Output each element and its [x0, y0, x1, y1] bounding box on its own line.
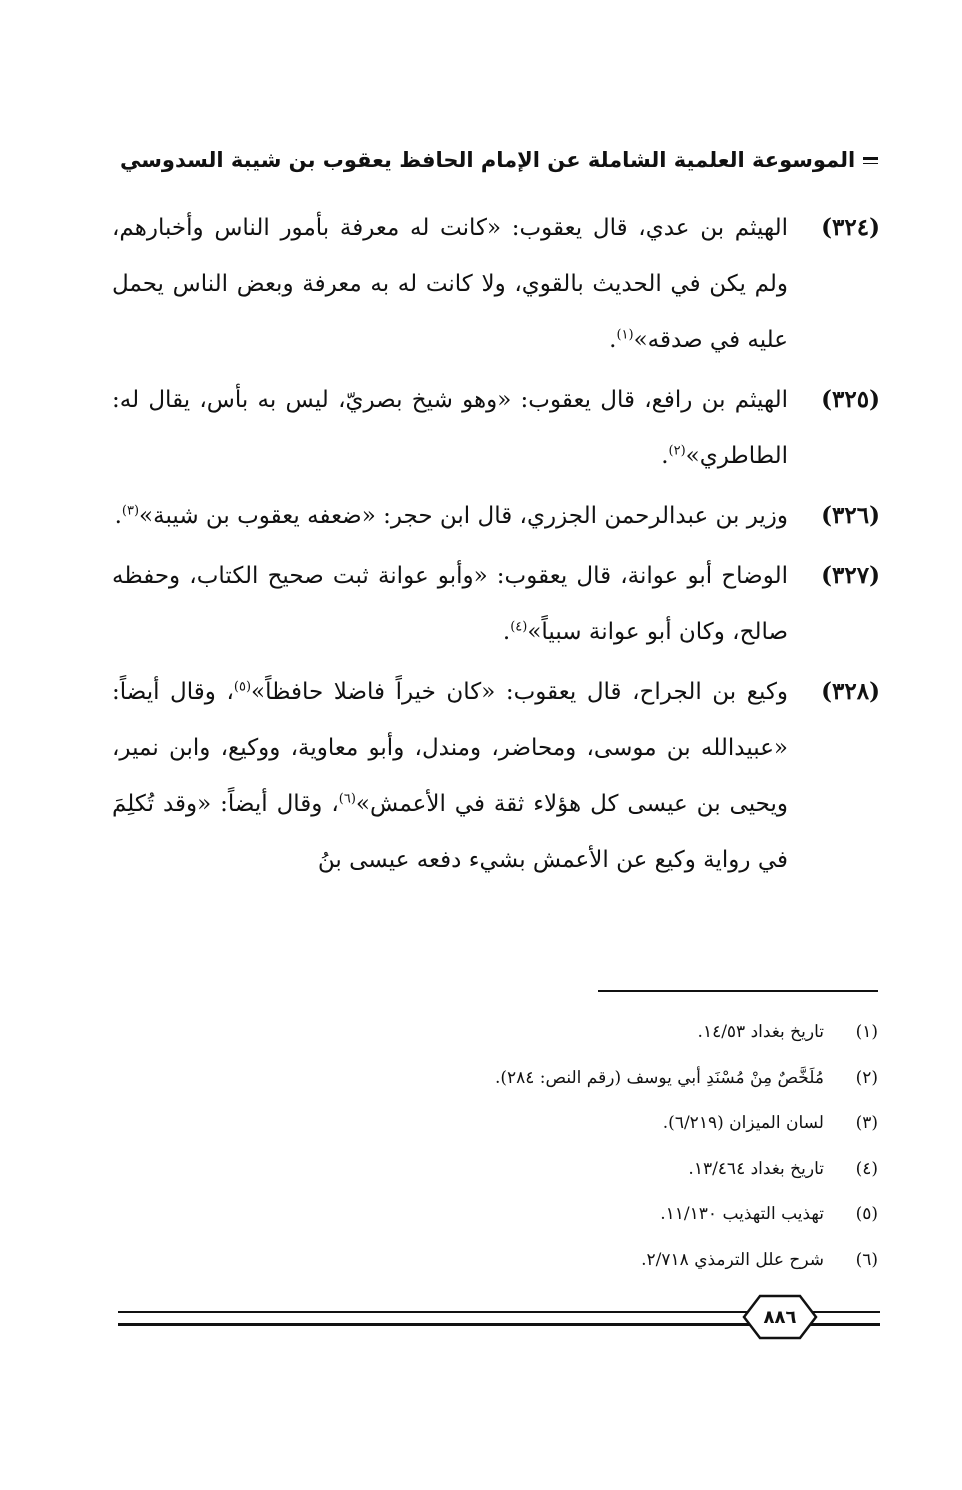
- footnotes: [300, 1010, 878, 1283]
- entry-end: .: [114, 503, 122, 529]
- footnote: [300, 1056, 878, 1102]
- page-number-badge: [742, 1294, 818, 1340]
- footnote-number: (٣): [855, 1113, 878, 1133]
- footnote-ref: (٥): [233, 679, 252, 695]
- entry-text: الهيثم بن رافع، قال يعقوب: «وهو شيخ بصريّ، ليس به بأس، يقال له: الطاطري»: [112, 387, 788, 469]
- entry-number: (٣٢٥): [821, 386, 880, 413]
- footnote-text: تهذيب التهذيب ١١/١٣٠.: [660, 1204, 824, 1224]
- footnote-ref: (٣): [121, 503, 140, 519]
- footnote-number: (٤): [855, 1158, 878, 1179]
- footnote-ref: (٦): [338, 791, 356, 807]
- entry: [112, 664, 880, 888]
- footnote-text: لسان الميزان (٦/٢١٩).: [662, 1113, 824, 1133]
- entry-end: .: [502, 619, 511, 645]
- entry-number: (٣٢٦): [821, 502, 880, 529]
- footnote-number: (٥): [855, 1204, 878, 1224]
- footnote-number: (١): [855, 1022, 878, 1042]
- footnote-text: مُلَخَّصٌ مِنْ مُسْنَدِ أبي يوسف (رقم النص: ٢٨٤).: [494, 1067, 824, 1088]
- entry-text: وزير بن عبدالرحمن الجزري، قال ابن حجر: «ضعفه يعقوب بن شيبة»: [139, 503, 788, 529]
- running-header-title: الموسوعة العلمية الشاملة عن الإمام الحافظ يعقوب بن شيبة السدوسي: [120, 148, 856, 172]
- entry-end: .: [661, 443, 669, 469]
- header-rule-right: [863, 157, 878, 164]
- footnote: [300, 1010, 878, 1056]
- main-text: [112, 200, 880, 892]
- footnote-text: تاريخ بغداد ١٤/٥٣.: [697, 1022, 824, 1042]
- entry-text-continued: ، وقال أيضاً: «وقد تُكلِمَ في رواية وكيع عن الأعمش بشيء دفعه عيسى بنُ: [112, 791, 788, 873]
- entry-text: الهيثم بن عدي، قال يعقوب: «كانت له معرفة بأمور الناس وأخبارهم، ولم يكن في الحديث بالقوي، ولا كانت له به معرفة وبعض الناس يحمل عليه في صدقه»: [112, 215, 788, 353]
- footnote-text: تاريخ بغداد ١٣/٤٦٤.: [688, 1158, 824, 1179]
- entry-number: (٣٢٧): [821, 562, 880, 589]
- footnote: [300, 1101, 878, 1147]
- entry: [112, 372, 880, 484]
- footnote-ref: (٤): [510, 619, 528, 635]
- footnote-number: (٢): [855, 1067, 878, 1088]
- page-number: ٨٨٦: [763, 1306, 797, 1328]
- footnote-number: (٦): [855, 1249, 878, 1270]
- footnote-ref: (٢): [668, 443, 686, 459]
- running-header: [112, 140, 878, 180]
- entry-end: .: [609, 327, 617, 353]
- footnote: [300, 1147, 878, 1193]
- entry: [112, 488, 880, 544]
- footnote-separator: [598, 990, 878, 992]
- entry-number: (٣٢٨): [821, 678, 880, 705]
- entry: [112, 548, 880, 660]
- footnote-ref: (١): [616, 327, 634, 343]
- entry-text: الوضاح أبو عوانة، قال يعقوب: «وأبو عوانة ثبت صحيح الكتاب، وحفظه صالح، وكان أبو عوانة سبياً»: [112, 563, 788, 645]
- footnote: [300, 1192, 878, 1238]
- entry-text-continued: ، وقال أيضاً: «عبيدالله بن موسى، ومحاضر، ومندل، وأبو معاوية، ووكيع، وابن نمير، ويحيى بن عيسى كل هؤلاء ثقة في الأعمش»: [112, 679, 788, 817]
- entry: [112, 200, 880, 368]
- footnote: [300, 1238, 878, 1284]
- footnote-text: شرح علل الترمذي ٢/٧١٨.: [641, 1249, 824, 1270]
- entry-text: وكيع بن الجراح، قال يعقوب: «كان خيراً فاضلا حافظاً»: [251, 679, 788, 705]
- entry-number: (٣٢٤): [821, 214, 880, 241]
